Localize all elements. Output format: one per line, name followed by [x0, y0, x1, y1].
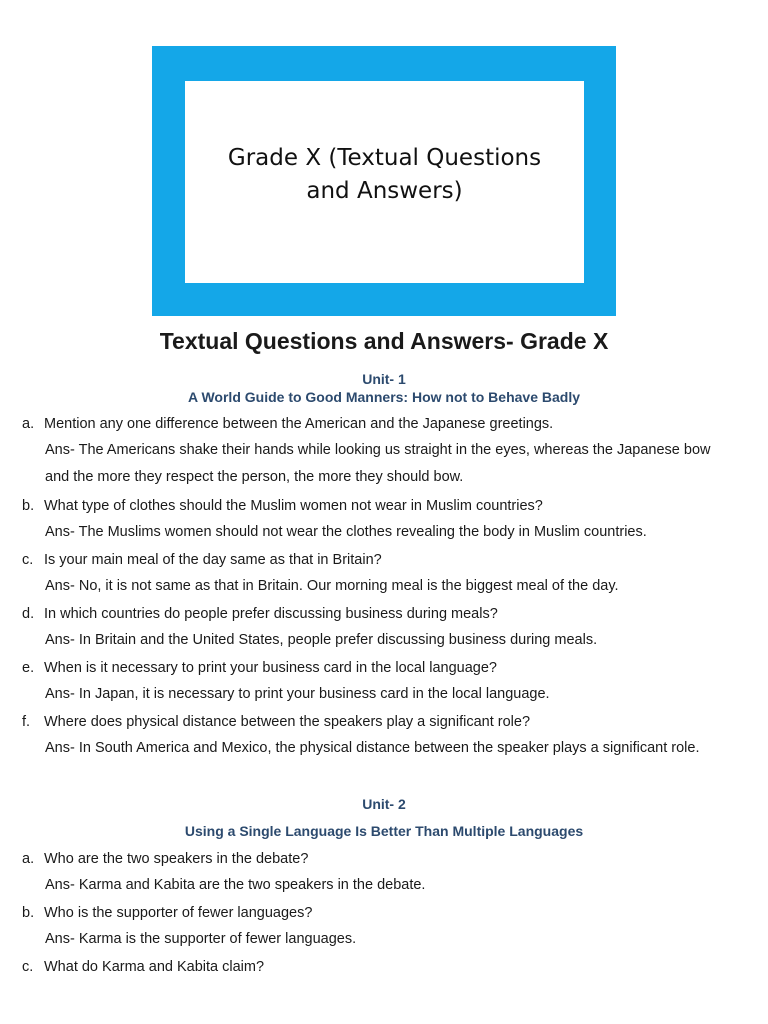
question-marker: a. — [22, 851, 35, 867]
question-item — [22, 497, 742, 515]
question-text: When is it necessary to print your business card in the local language? — [44, 660, 497, 676]
banner-title: Grade X (Textual Questions and Answers) — [227, 145, 542, 204]
question-text: Mention any one difference between the American and the Japanese greetings. — [44, 416, 554, 432]
page-title: Textual Questions and Answers- Grade X — [159, 328, 609, 354]
question-text: Where does physical distance between the speakers play a significant role? — [44, 714, 531, 730]
answer-text: Ans- In Britain and the United States, people prefer discussing business during meals. — [45, 632, 598, 648]
unit1-subtitle: A World Guide to Good Manners: How not to Behave Badly — [187, 389, 580, 405]
answer-text: Ans- Karma is the supporter of fewer languages. — [45, 931, 357, 947]
question-item — [22, 850, 742, 868]
answer-text: Ans- The Muslims women should not wear the clothes revealing the body in Muslim countries. — [45, 524, 647, 540]
title-banner — [152, 46, 616, 316]
question-text: What do Karma and Kabita claim? — [44, 959, 265, 975]
title-banner-inner — [185, 81, 584, 283]
question-item — [22, 659, 742, 677]
question-item — [22, 958, 742, 976]
answer-text: Ans- Karma and Kabita are the two speakers in the debate. — [45, 877, 426, 893]
answer-text: Ans- In South America and Mexico, the physical distance between the speaker plays a significant role. — [45, 740, 700, 756]
unit2-label: Unit- 2 — [362, 796, 406, 812]
answer-text: Ans- The Americans shake their hands while looking us straight in the eyes, whereas the Japanese bow and the more they respect the person, the more they should bow. — [45, 442, 711, 485]
answer-text: Ans- No, it is not same as that in Britain. Our morning meal is the biggest meal of the day. — [45, 578, 619, 594]
question-text: What type of clothes should the Muslim women not wear in Muslim countries? — [44, 498, 543, 514]
question-marker: f. — [22, 714, 31, 730]
question-marker: b. — [22, 498, 35, 514]
unit1-label: Unit- 1 — [362, 371, 406, 387]
question-marker: b. — [22, 905, 35, 921]
answer-text: Ans- In Japan, it is necessary to print your business card in the local language. — [45, 686, 550, 702]
question-marker: d. — [22, 606, 35, 622]
question-item — [22, 605, 742, 623]
question-marker: c. — [22, 552, 34, 568]
question-item — [22, 551, 742, 569]
unit2-subtitle: Using a Single Language Is Better Than Multiple Languages — [184, 823, 584, 839]
question-marker: a. — [22, 416, 35, 432]
question-item — [22, 904, 742, 922]
question-text: Who is the supporter of fewer languages? — [44, 905, 313, 921]
question-text: Who are the two speakers in the debate? — [44, 851, 309, 867]
question-item — [22, 713, 742, 731]
question-text: Is your main meal of the day same as that in Britain? — [44, 552, 382, 568]
question-text: In which countries do people prefer discussing business during meals? — [44, 606, 498, 622]
question-marker: c. — [22, 959, 34, 975]
question-item — [22, 415, 742, 433]
question-marker: e. — [22, 660, 35, 676]
